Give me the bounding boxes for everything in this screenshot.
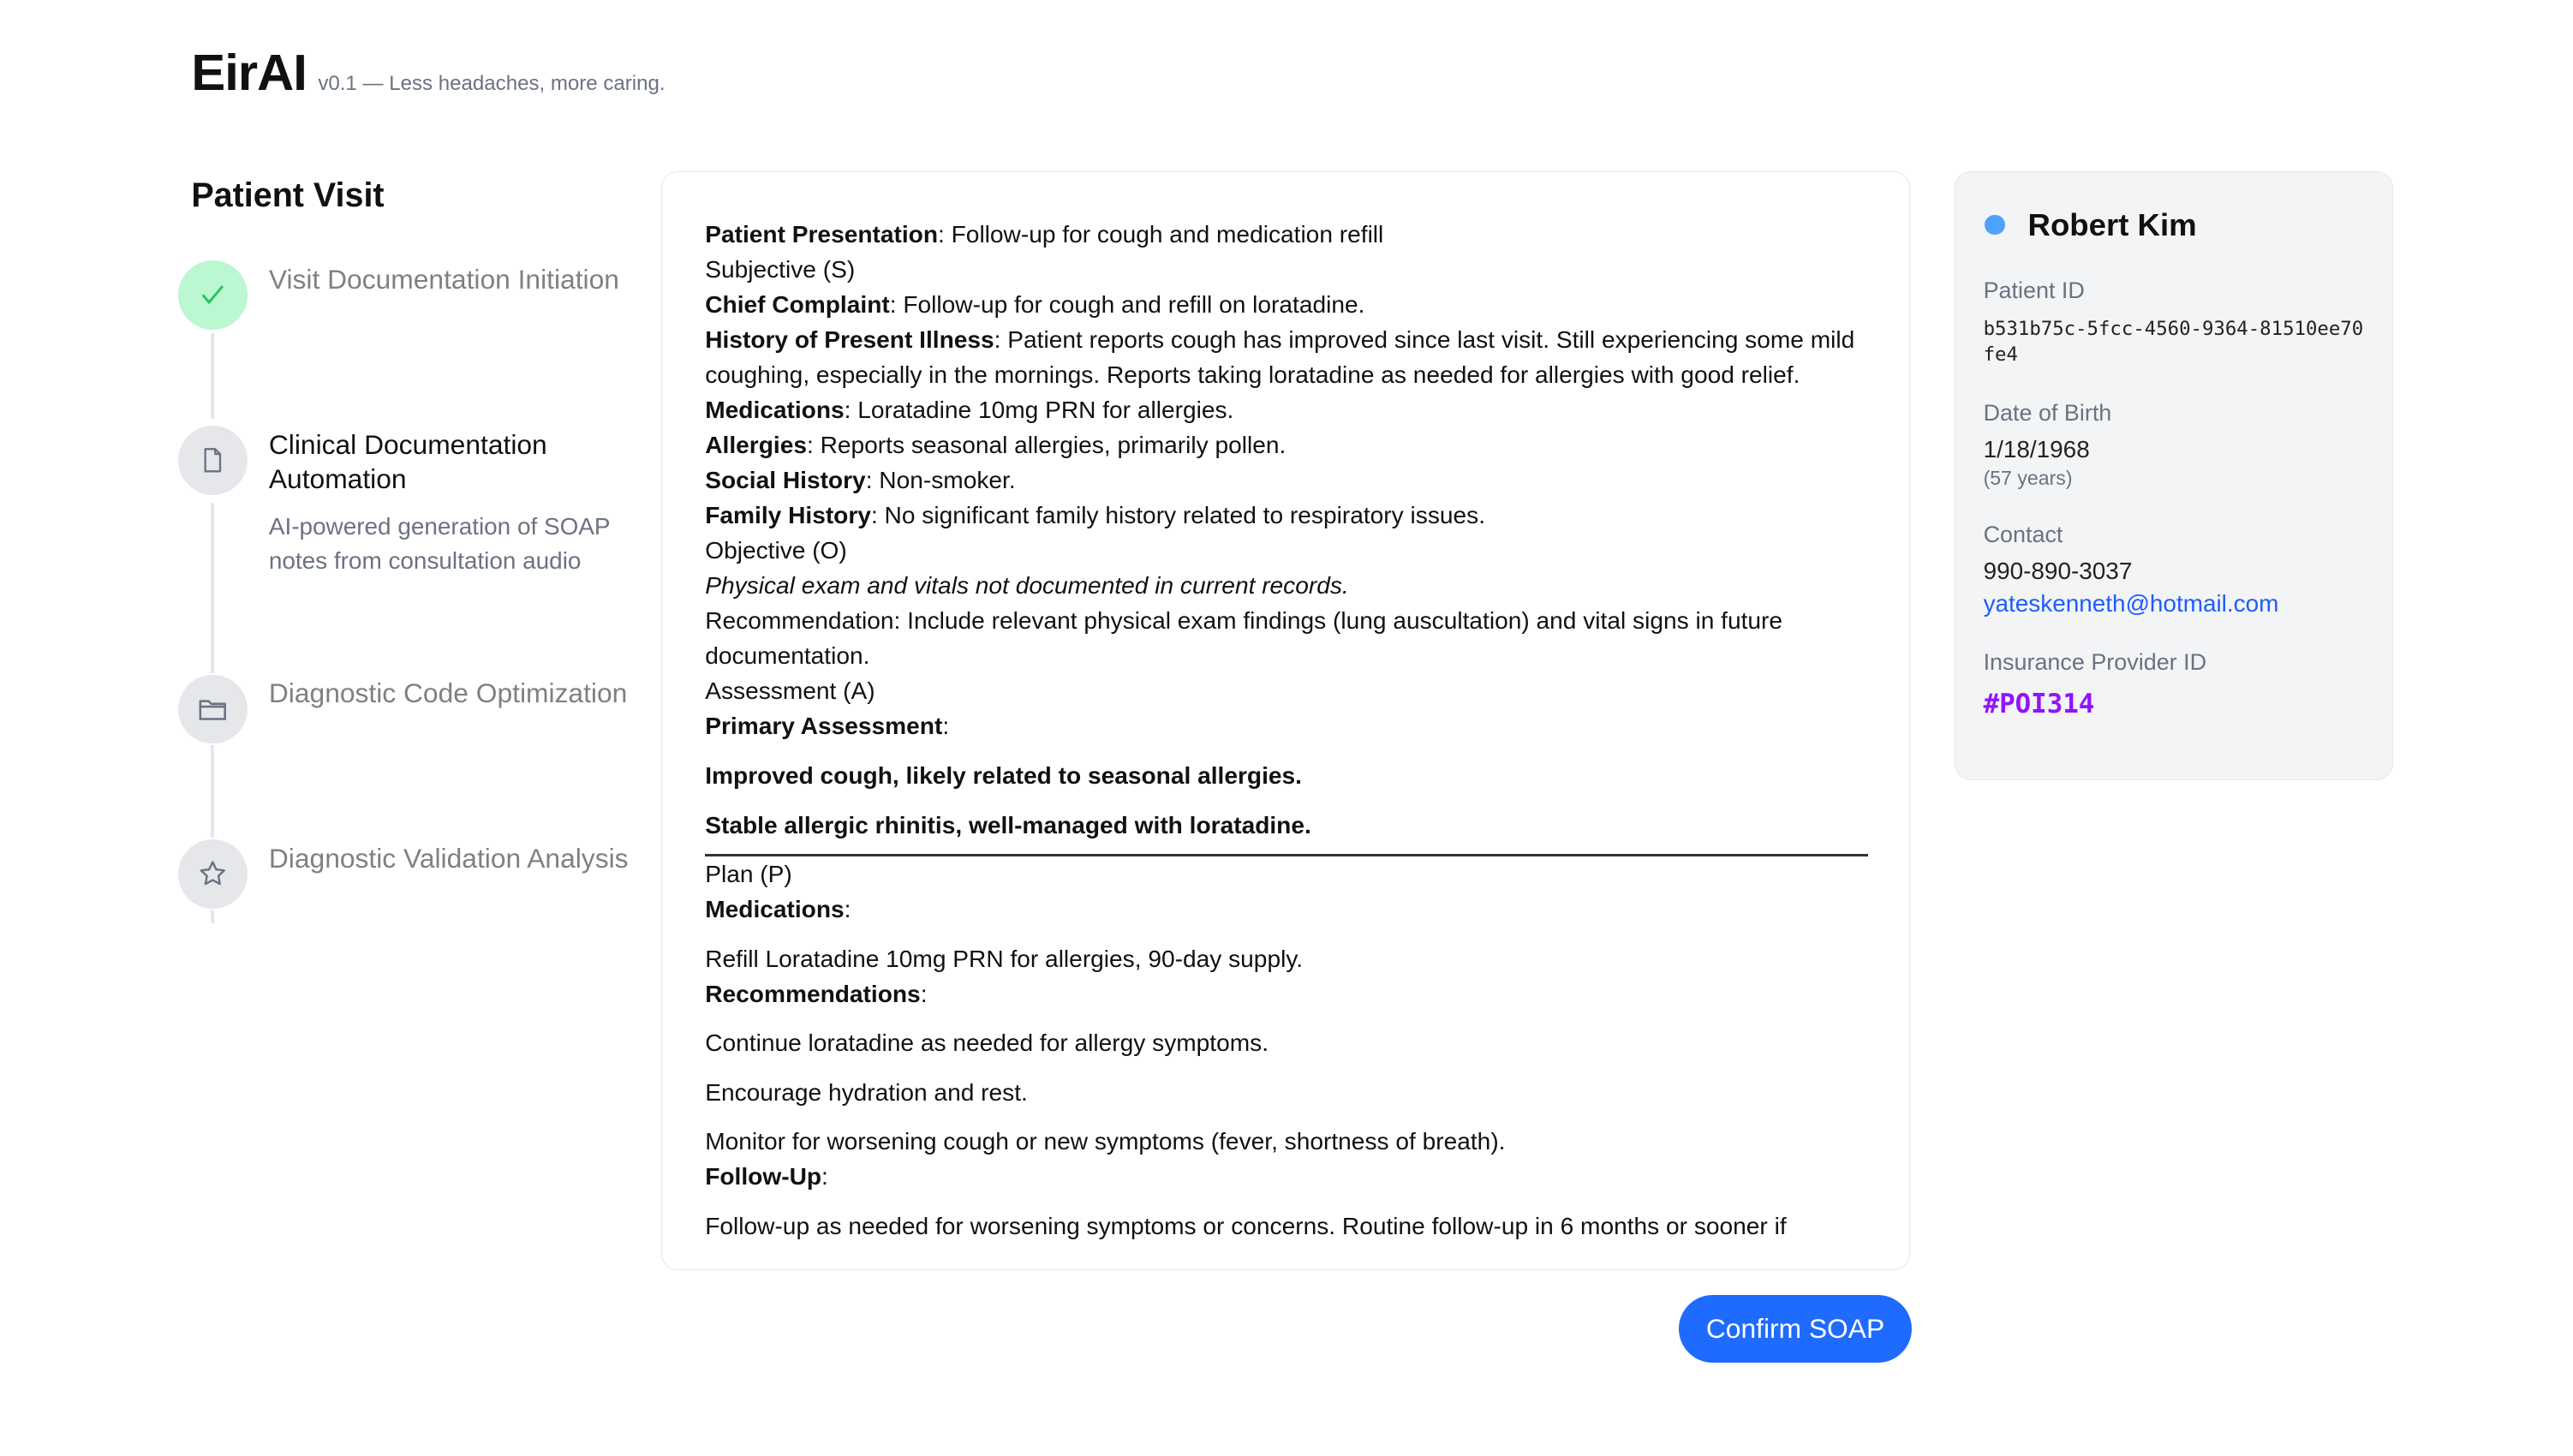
soap-line <box>705 252 1867 287</box>
soap-line <box>705 1159 1867 1194</box>
contact-label: Contact <box>1983 521 2063 547</box>
soap-list-item <box>705 1025 1867 1060</box>
soap-field-text: : No significant family history related to respiratory issues. <box>870 502 1486 529</box>
soap-field-label: Recommendations <box>705 980 921 1007</box>
soap-field-label: Family History <box>705 502 871 529</box>
patient-info-card <box>1955 171 2393 780</box>
soap-line <box>705 603 1867 673</box>
app-header <box>191 43 665 102</box>
soap-line <box>705 708 1867 743</box>
soap-list-item <box>705 1208 1867 1244</box>
soap-field-text: : <box>844 896 851 923</box>
star-icon <box>178 839 248 909</box>
step-visit-documentation[interactable] <box>178 260 619 330</box>
step-diagnostic-validation[interactable] <box>178 839 629 909</box>
soap-field-text: : Patient reports cough has improved since last visit. Still experiencing some mild coughing, especially in the mornings. Reports taking loratadine as needed for allergies with good relief. <box>705 326 1855 389</box>
soap-line <box>705 322 1867 392</box>
phone-value: 990-890-3037 <box>1983 558 2133 585</box>
status-dot-icon <box>1985 215 2004 235</box>
step-clinical-documentation[interactable] <box>178 426 640 579</box>
step-connector <box>211 333 214 419</box>
soap-line <box>705 856 1867 892</box>
soap-field-label: Patient Presentation <box>705 221 939 248</box>
step-label: Clinical Documentation Automation <box>268 428 547 495</box>
folder-icon <box>178 675 248 744</box>
soap-field-text: Refill Loratadine 10mg PRN for allergies, 90-day supply. <box>705 945 1304 972</box>
soap-note-content <box>662 172 1909 1244</box>
document-icon <box>178 426 248 495</box>
soap-field-label: Chief Complaint <box>705 291 890 319</box>
email-link[interactable]: yateskenneth@hotmail.com <box>1983 590 2279 618</box>
patient-name: Robert Kim <box>2027 206 2197 242</box>
soap-line <box>705 568 1867 603</box>
app-logo: EirAI <box>191 44 307 102</box>
confirm-soap-button[interactable]: Confirm SOAP <box>1679 1295 1912 1363</box>
sidebar-title: Patient Visit <box>191 176 385 215</box>
dob-value: 1/18/1968 <box>1983 436 2090 463</box>
patient-id-value: b531b75c-5fcc-4560-9364-81510ee70fe4 <box>1983 317 2364 367</box>
step-label: Diagnostic Code Optimization <box>268 677 628 709</box>
soap-field-text: Continue loratadine as needed for allergy symptoms. <box>705 1029 1269 1057</box>
soap-field-text: Objective (O) <box>705 537 847 564</box>
soap-field-text: Physical exam and vitals not documented in current records. <box>705 572 1349 600</box>
insurance-id-value: #POI314 <box>1983 689 2095 720</box>
soap-field-label: Primary Assessment <box>705 713 943 740</box>
patient-id-label: Patient ID <box>1983 277 2085 304</box>
soap-field-text: Encourage hydration and rest. <box>705 1078 1028 1106</box>
soap-field-text: Follow-up as needed for worsening symptoms or concerns. Routine follow-up in 6 months or sooner if <box>705 1212 1787 1239</box>
soap-line <box>705 392 1867 427</box>
soap-field-text: : Follow-up for cough and refill on loratadine. <box>889 291 1365 319</box>
soap-line <box>705 498 1867 533</box>
step-diagnostic-code[interactable] <box>178 675 627 744</box>
soap-list-item <box>705 941 1867 976</box>
step-connector <box>211 910 214 923</box>
age-value: (57 years) <box>1983 467 2073 490</box>
soap-field-text: Monitor for worsening cough or new symptoms (fever, shortness of breath). <box>705 1128 1506 1155</box>
app-tagline: v0.1 — Less headaches, more caring. <box>318 72 666 96</box>
soap-field-label: Social History <box>705 467 866 494</box>
soap-field-text: Improved cough, likely related to seasonal allergies. <box>705 762 1302 790</box>
soap-list-item <box>705 1124 1867 1159</box>
soap-field-text: : Follow-up for cough and medication refill <box>938 221 1384 248</box>
soap-field-text: : Loratadine 10mg PRN for allergies. <box>844 397 1234 424</box>
soap-line <box>705 892 1867 927</box>
soap-field-text: Recommendation: Include relevant physical exam findings (lung auscultation) and vital signs in future documentation. <box>705 607 1783 670</box>
soap-line <box>705 976 1867 1011</box>
soap-field-text: : <box>821 1163 828 1190</box>
soap-field-text: Assessment (A) <box>705 677 875 705</box>
soap-field-text: : Reports seasonal allergies, primarily pollen. <box>806 432 1286 459</box>
soap-line <box>705 462 1867 498</box>
soap-field-text: : <box>942 713 950 740</box>
soap-list-item <box>705 808 1867 843</box>
insurance-label: Insurance Provider ID <box>1983 648 2207 675</box>
soap-line <box>705 287 1867 322</box>
soap-line <box>705 673 1867 708</box>
step-description: AI-powered generation of SOAP notes from consultation audio <box>268 512 611 575</box>
soap-list-item <box>705 758 1867 793</box>
soap-field-label: History of Present Illness <box>705 326 994 354</box>
soap-field-text: Stable allergic rhinitis, well-managed with loratadine. <box>705 811 1311 838</box>
soap-line <box>705 533 1867 568</box>
step-label: Visit Documentation Initiation <box>268 264 619 295</box>
step-label: Diagnostic Validation Analysis <box>268 843 629 874</box>
check-icon <box>178 260 248 330</box>
soap-field-label: Medications <box>705 397 845 424</box>
soap-field-label: Follow-Up <box>705 1163 822 1190</box>
soap-note-panel[interactable] <box>661 171 1910 1269</box>
step-connector <box>211 745 214 838</box>
soap-line <box>705 217 1867 252</box>
soap-line <box>705 427 1867 462</box>
soap-list-item <box>705 1075 1867 1110</box>
soap-field-text: : <box>920 980 928 1007</box>
soap-field-text: : Non-smoker. <box>865 467 1016 494</box>
soap-field-label: Medications <box>705 896 845 923</box>
soap-field-text: Plan (P) <box>705 861 792 888</box>
dob-label: Date of Birth <box>1983 399 2112 426</box>
soap-field-label: Allergies <box>705 432 807 459</box>
soap-field-text: Subjective (S) <box>705 256 856 283</box>
